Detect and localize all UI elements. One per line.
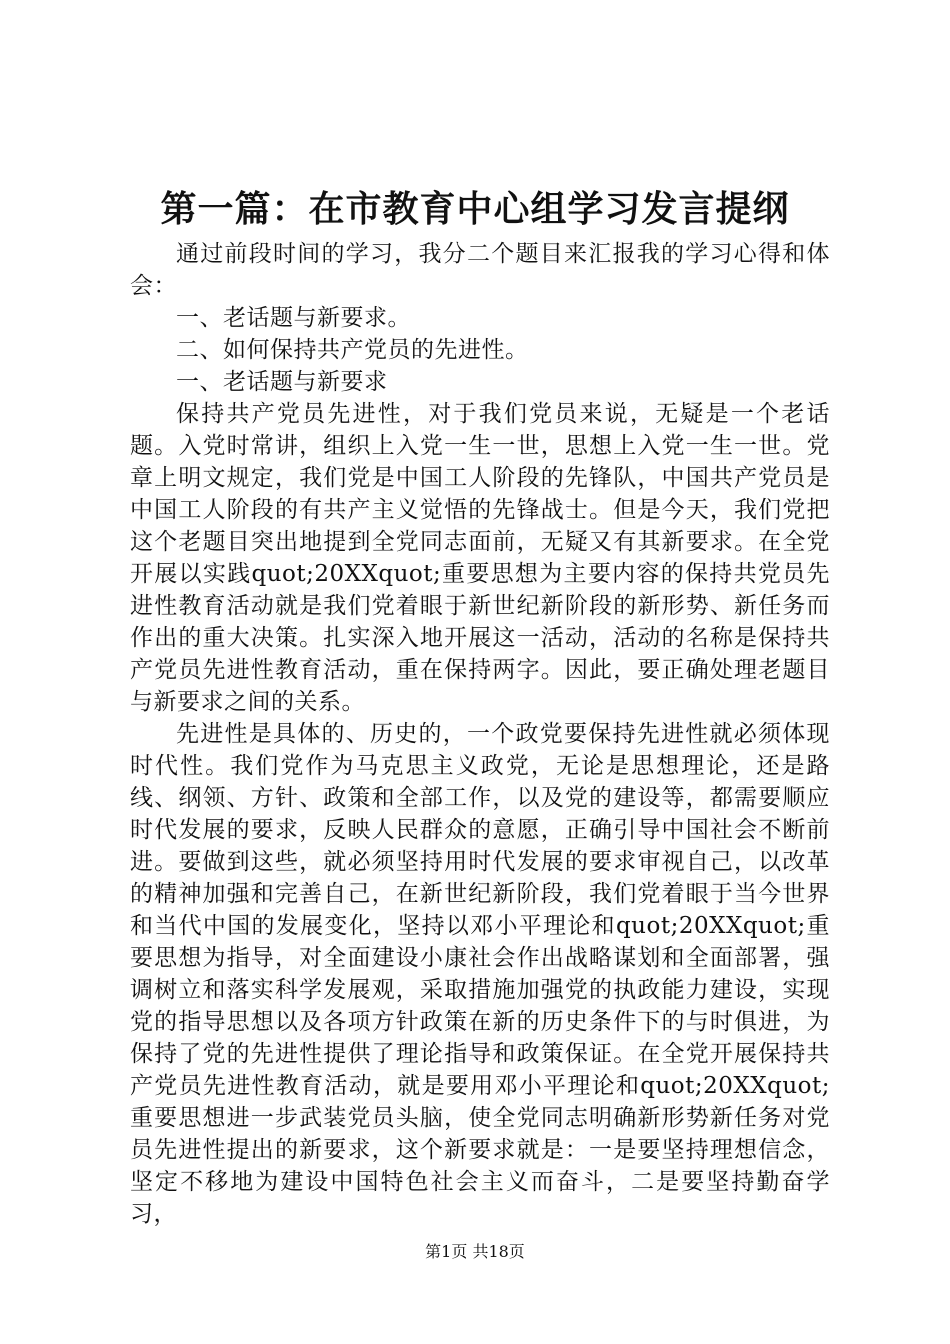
document-body	[130, 238, 830, 1230]
paragraph-body-1: 保持共产党员先进性，对于我们党员来说，无疑是一个老话题。入党时常讲，组织上入党一生一世，思想上入党一生一世。党章上明文规定，我们党是中国工人阶段的先锋队，中国共产党员是中国工人阶段的有共产主义觉悟的先锋战士。但是今天，我们党把这个老题目突出地提到全党同志面前，无疑又有其新要求。在全党开展以实践quot;20XXquot;重要思想为主要内容的保持共党员先进性教育活动就是我们党着眼于新世纪新阶段的新形势、新任务而作出的重大决策。扎实深入地开展这一活动，活动的名称是保持共产党员先进性教育活动，重在保持两字。因此，要正确处理老题目与新要求之间的关系。	[130, 401, 830, 715]
paragraph-outline-1: 一、老话题与新要求。	[176, 305, 411, 331]
paragraph-intro: 通过前段时间的学习，我分二个题目来汇报我的学习心得和体会：	[130, 241, 830, 299]
section-heading-1: 一、老话题与新要求	[176, 369, 388, 395]
paragraph-body-2: 先进性是具体的、历史的，一个政党要保持先进性就必须体现时代性。我们党作为马克思主义政党，无论是思想理论，还是路线、纲领、方针、政策和全部工作，以及党的建设等，都需要顺应时代发展的要求，反映人民群众的意愿，正确引导中国社会不断前进。要做到这些，就必须坚持用时代发展的要求审视自己，以改革的精神加强和完善自己，在新世纪新阶段，我们党着眼于当今世界和当代中国的发展变化，坚持以邓小平理论和quot;20XXquot;重要思想为指导，对全面建设小康社会作出战略谋划和全面部署，强调树立和落实科学发展观，采取措施加强党的执政能力建设，实现党的指导思想以及各项方针政策在新的历史条件下的与时俱进，为保持了党的先进性提供了理论指导和政策保证。在全党开展保持共产党员先进性教育活动，就是要用邓小平理论和quot;20XXquot;重要思想进一步武装党员头脑，使全党同志明确新形势新任务对党员先进性提出的新要求，这个新要求就是：一是要坚持理想信念，坚定不移地为建设中国特色社会主义而奋斗，二是要坚持勤奋学习，	[130, 721, 830, 1227]
document-title: 第一篇：在市教育中心组学习发言提纲	[160, 189, 790, 230]
paragraph-outline-2: 二、如何保持共产党员的先进性。	[176, 337, 529, 363]
page-footer: 第1页 共18页	[425, 1242, 525, 1261]
